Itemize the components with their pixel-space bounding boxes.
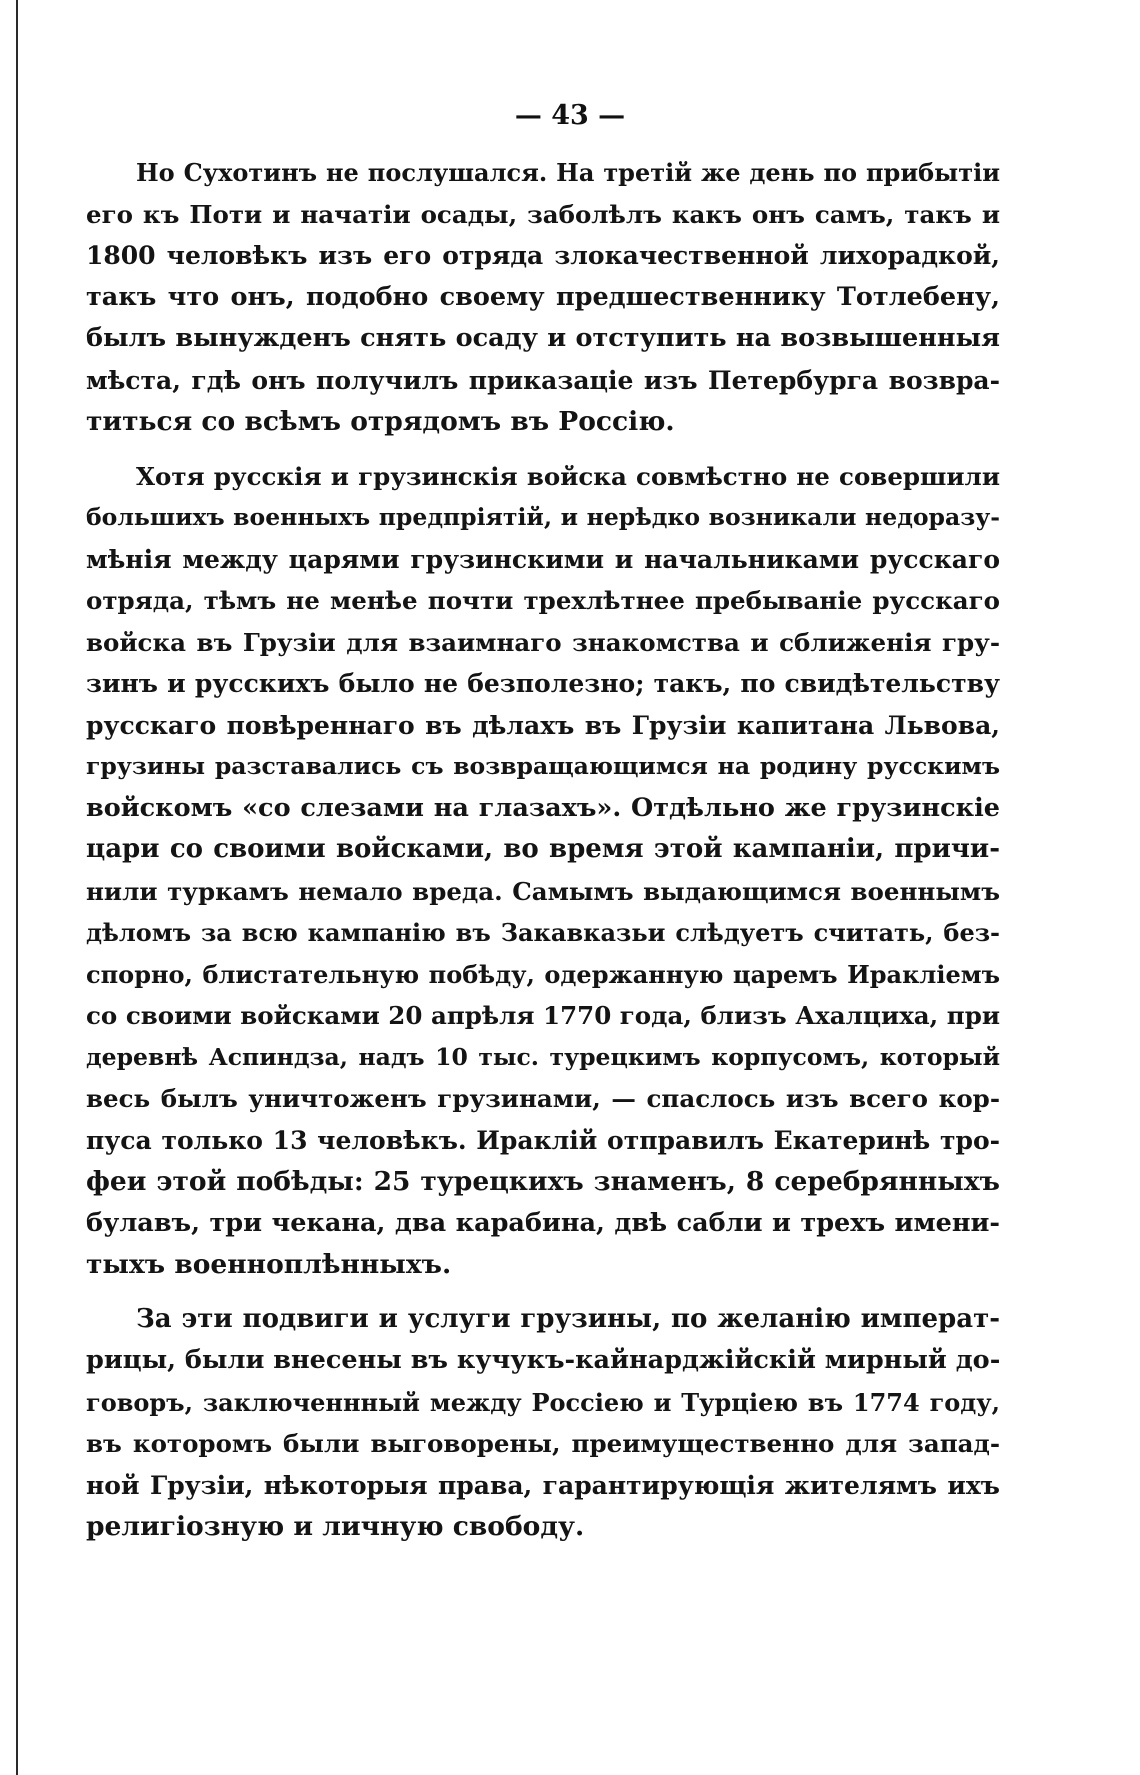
text-line: войска въ Грузіи для взаимнаго знакомства и сближенія гру- [86, 627, 1000, 657]
text-line: цари со своими войсками, во время этой кампаніи, причи- [86, 834, 1000, 864]
text-line: нили туркамъ немало вреда. Самымъ выдающимся военнымъ [86, 876, 1000, 906]
text-line: тыхъ военноплѣнныхъ. [86, 1249, 452, 1280]
text-line: 1800 человѣкъ изъ его отряда злокачественной лихорадкой, [86, 241, 1000, 270]
text-line: мѣста, гдѣ онъ получилъ приказаціе изъ Петербурга возвра- [86, 365, 1000, 395]
text-line: говоръ, заключеннный между Россіею и Турціею въ 1774 году, [86, 1387, 1000, 1417]
text-line: деревнѣ Аспиндза, надъ 10 тыс. турецкимъ корпусомъ, который [86, 1042, 1000, 1071]
text-line: зинъ и русскихъ было не безполезно; такъ, по свидѣтельству [86, 669, 1000, 698]
text-line: весь былъ уничтоженъ грузинами, — спаслось изъ всего кор- [86, 1084, 1000, 1113]
text-line: отряда, тѣмъ не менѣе почти трехлѣтнее пребываніе русскаго [86, 586, 1000, 615]
text-line: Но Сухотинъ не послушался. На третій же день по прибытіи [136, 158, 1000, 187]
text-line: со своими войсками 20 апрѣля 1770 года, близъ Ахалциха, при [86, 1001, 1000, 1030]
text-line: феи этой побѣды: 25 турецкихъ знаменъ, 8 серебрянныхъ [86, 1166, 1000, 1197]
text-line: За эти подвиги и услуги грузины, по желанію императ- [136, 1303, 1000, 1334]
text-line: булавъ, три чекана, два карабина, двѣ сабли и трехъ имени- [86, 1207, 1000, 1238]
text-line: былъ вынужденъ снять осаду и отступить на возвышенныя [86, 323, 1000, 353]
text-line: религіозную и личную свободу. [86, 1511, 585, 1542]
text-line: дѣломъ за всю кампанію въ Закавказьи слѣдуетъ считать, без- [86, 918, 1000, 947]
text-line: грузины разставались съ возвращающимся на родину русскимъ [86, 752, 1000, 780]
page-number: — 43 — [514, 100, 626, 131]
text-line: такъ что онъ, подобно своему предшественнику Тотлебену, [86, 281, 1000, 312]
text-line: Хотя русскія и грузинскія войска совмѣстно не совершили [136, 461, 1000, 491]
paragraph [86, 152, 1000, 443]
text-line: мѣнія между царями грузинскими и начальниками русскаго [86, 544, 1000, 574]
text-line: въ которомъ были выговорены, преимущественно для запад- [86, 1429, 1000, 1458]
paragraph [86, 456, 1000, 1286]
text-line: спорно, блистательную побѣду, одержанную царемъ Иракліемъ [86, 959, 1000, 989]
text-line: пуса только 13 человѣкъ. Ираклій отправилъ Екатеринѣ тро- [86, 1125, 1000, 1155]
text-line: его къ Поти и начатіи осады, заболѣлъ какъ онъ самъ, такъ и [86, 199, 1000, 229]
text-line: рицы, были внесены въ кучукъ-кайнарджійскій мирный до- [86, 1345, 1001, 1375]
text-line: ной Грузіи, нѣкоторыя права, гарантирующія жителямъ ихъ [86, 1470, 1000, 1500]
paragraph [86, 1299, 1000, 1548]
text-line: войскомъ «со слезами на глазахъ». Отдѣльно же грузинскіе [86, 792, 1000, 823]
body-text [86, 152, 1000, 1561]
text-line: русскаго повѣреннаго въ дѣлахъ въ Грузіи капитана Львова, [86, 710, 1000, 740]
text-line: титься со всѣмъ отрядомъ въ Россію. [86, 406, 675, 437]
page-left-edge-line [16, 0, 18, 1775]
text-line: большихъ военныхъ предпріятій, и нерѣдко возникали недоразу- [86, 503, 1000, 531]
